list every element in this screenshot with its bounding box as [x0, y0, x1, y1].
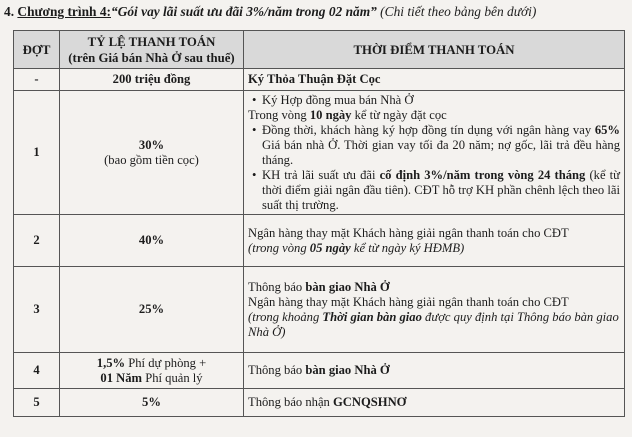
text-run: kể từ ngày ký HĐMB)	[350, 240, 465, 255]
text-run-bold: 05 ngày	[309, 240, 351, 255]
text-run-bold: 65%	[594, 122, 620, 137]
header-rate-line2: (trên Giá bán Nhà Ở sau thuế)	[68, 50, 235, 65]
text-run: kể từ ngày đặt cọc	[351, 107, 447, 122]
header-dot: ĐỢT	[14, 31, 60, 69]
header-time: THỜI ĐIỂM THANH TOÁN	[244, 31, 625, 69]
rate-value: 200 triệu đồng	[112, 72, 191, 86]
row-time	[244, 91, 625, 215]
row-dot: 2	[14, 215, 60, 267]
row-dot: -	[14, 69, 60, 91]
text-run: KH trả lãi suất ưu đãi	[262, 167, 380, 182]
table-row	[14, 267, 625, 353]
bullet-icon: •	[252, 122, 257, 137]
time-line: Ngân hàng thay mặt Khách hàng giải ngân thanh toán cho CĐT	[248, 225, 569, 240]
rate-value: 5%	[142, 395, 161, 409]
program-detail-note: (Chi tiết theo bảng bên dưới)	[376, 4, 537, 19]
text-run-bold: 1,5%	[96, 355, 126, 370]
rate-line	[64, 371, 239, 386]
text-run-bold: bàn giao Nhà Ở	[305, 363, 390, 377]
table-row	[14, 215, 625, 267]
row-dot: 5	[14, 389, 60, 417]
time-line	[248, 241, 620, 256]
rate-note: (bao gồm tiền cọc)	[104, 152, 199, 167]
text-run: Phí dự phòng +	[125, 355, 207, 370]
row-rate	[60, 91, 244, 215]
bullet-item	[248, 168, 620, 213]
time-line	[248, 310, 620, 340]
text-run-bold: 01 Năm	[100, 370, 143, 385]
section-heading	[4, 3, 628, 20]
time-line: Ngân hàng thay mặt Khách hàng giải ngân thanh toán cho CĐT	[248, 294, 569, 309]
row-rate	[60, 353, 244, 389]
table-row	[14, 91, 625, 215]
row-time: Ký Thỏa Thuận Đặt Cọc	[244, 69, 625, 91]
text-run: Trong vòng	[248, 107, 310, 122]
bullet-icon: •	[252, 92, 257, 107]
row-time	[244, 267, 625, 353]
bullet-item	[248, 93, 620, 108]
text-run-bold: Thời gian bàn giao	[322, 309, 422, 324]
program-colon: :	[106, 4, 111, 19]
text-run: được quy định tại Thông báo bàn giao Nhà Ở)	[248, 309, 619, 339]
time-line	[248, 108, 620, 123]
row-time	[244, 215, 625, 267]
row-rate	[60, 215, 244, 267]
text-run-bold: 10 ngày	[309, 107, 352, 122]
rate-line	[64, 356, 239, 371]
time-line	[248, 280, 620, 295]
rate-value: 40%	[138, 233, 165, 247]
row-rate	[60, 267, 244, 353]
rate-value: 30%	[138, 137, 165, 152]
header-rate	[60, 31, 244, 69]
text-run-bold: cố định 3%/năm trong vòng 24 tháng	[379, 167, 586, 182]
text-run-bold: GCNQSHNƠ	[333, 395, 407, 409]
bullet-icon: •	[252, 167, 257, 182]
table-row	[14, 389, 625, 417]
text-run: (kể từ thời điểm giải ngân đầu tiên). CĐT hỗ trợ KH phần chênh lệch theo lãi suất thị trường.	[262, 167, 620, 212]
text-run: Phí quản lý	[142, 370, 203, 385]
text-run: (trong khoảng	[248, 309, 323, 324]
row-rate	[60, 69, 244, 91]
program-name: “Gói vay lãi suất ưu đãi 3%/năm trong 02 năm”	[111, 4, 377, 19]
program-title: Chương trình 4	[17, 4, 107, 19]
text-run: Thông báo nhận	[248, 395, 333, 409]
text-run: Đồng thời, khách hàng ký hợp đồng tín dụng với ngân hàng vay	[262, 122, 595, 137]
section-number: 4.	[4, 4, 15, 19]
text-run: (trong vòng	[248, 240, 310, 255]
row-dot: 1	[14, 91, 60, 215]
row-dot: 4	[14, 353, 60, 389]
payment-schedule-table	[13, 30, 625, 417]
text-run: Giá bán nhà Ở. Thời gian vay tối đa 20 năm; nợ gốc, lãi trả đều hàng tháng.	[262, 137, 620, 167]
table-row	[14, 69, 625, 91]
row-rate	[60, 389, 244, 417]
text-run-bold: bàn giao Nhà Ở	[305, 279, 390, 294]
bullet-item	[248, 123, 620, 168]
text-run: Thông báo	[248, 279, 306, 294]
text-run: Thông báo	[248, 363, 306, 377]
row-time	[244, 389, 625, 417]
bullet-text: Ký Hợp đồng mua bán Nhà Ở	[262, 92, 414, 107]
rate-value: 25%	[138, 302, 165, 316]
table-row	[14, 353, 625, 389]
row-dot: 3	[14, 267, 60, 353]
header-rate-line1: TỶ LỆ THANH TOÁN	[87, 34, 216, 49]
header-row	[14, 31, 625, 69]
row-time	[244, 353, 625, 389]
